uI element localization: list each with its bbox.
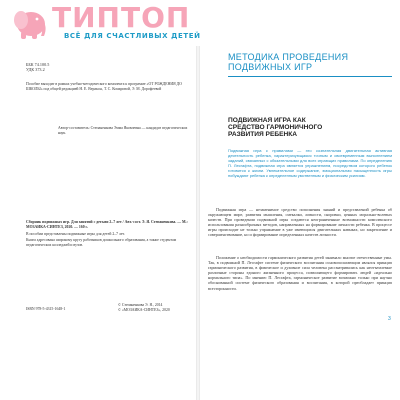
intro-text: Пособие выходит в рамках учебно-методического комплекта к программе «ОТ РОЖДЕНИЯ ДО ШКОЛЫ» под общей редакцией Н. Е. Вераксы, Т. С. Комаровой, Э. М. Дорофеевой <box>26 82 182 91</box>
site-logo[interactable] <box>6 2 206 46</box>
udk-code: УДК 373.2 <box>26 67 45 73</box>
elephant-icon <box>12 6 48 40</box>
body-paragraph-1: Подвижная игра — незаменимое средство пополнения знаний и представлений ребенка об окружающем мире, развития мышления, смекалки, ловкости, сноровки, ценных морально-волевых качеств. При проведении подвижной игры создаются неограниченные возможности комплексного использования разнообразных методов, направленных на формирование личности ребенка. В процессе игры происходит не только упражнение в уже имеющихся двигательных навыках, но закрепление и совершенствование, но и формирование определенных качеств личности. <box>208 207 392 238</box>
book-description: В пособии представлены подвижные игры для детей 2–7 лет. <box>26 232 125 236</box>
logo-tagline: ВСЁ ДЛЯ СЧАСТЛИВЫХ ДЕТЕЙ <box>64 32 201 40</box>
copyright-author: © Степаненкова Э. Я., 2014 <box>118 303 163 307</box>
heading-rule <box>228 76 392 77</box>
library-codes <box>26 62 106 72</box>
copyright-block <box>118 303 194 313</box>
chapter-heading: МЕТОДИКА ПРОВЕДЕНИЯ ПОДВИЖНЫХ ИГР <box>228 52 349 72</box>
logo-name: ТИПТОП <box>52 1 191 34</box>
author-line: Автор-составитель: Степаненкова Эмма Яковлевна — кандидат педагогических наук. <box>58 126 188 135</box>
copyright-publisher: © «МОЗАИКА-СИНТЕЗ», 2020 <box>118 307 170 312</box>
page-number: 3 <box>388 316 391 322</box>
audience-text: Книга адресована широкому кругу работников дошкольного образования, а также студентам педагогических колледжей и вузов. <box>26 238 177 247</box>
body-paragraph-2: Положение о необходимости гармонического развития детей занимало многие отечественные умы. Так, в подвижной П. Лесгафте системе физического воспитания основополагающим являлся принцип гармонического развития, в физическое и духовное сила человека рассматривались как неотъемлемые различные стороны единого жизненного процесса, позволяющего формировать людей «идеально нормального типа». По мнению П. Лесгафта, гармоническое развитие возможно только при научно обоснованной системе физического образования и воспитания, в которой преобладает принцип всесторонности. <box>208 255 392 291</box>
bbk-code: ББК 74.100.5 <box>26 62 50 67</box>
isbn: ISBN 978-5-4315-1648-1 <box>26 307 66 311</box>
section-title: ПОДВИЖНАЯ ИГРА КАК СРЕДСТВО ГАРМОНИЧНОГО РАЗВИТИЯ РЕБЕНКА <box>228 117 323 139</box>
lead-paragraph: Подвижная игра с правилами — это сознательная двигательная активная деятельность ребенка, характеризующаяся точным и своевременным выполнением заданий, связанных с обязательными для всех играющих правилами. По определению П. Лесгафта, подвижная игра является упражнением, посредством которого ребенок готовится к жизни. Увлекательное содержание, эмоциональная насыщенность игры побуждают ребенка к определенным умственным и физическим усилиям. <box>228 148 392 178</box>
book-title: Сборник подвижных игр. Для занятий с детьми 2–7 лет / Авт.-сост. Э. Я. Степаненкова. — М.: МОЗАИКА-СИНТЕЗ, 2020. — 160 с. <box>26 220 188 229</box>
